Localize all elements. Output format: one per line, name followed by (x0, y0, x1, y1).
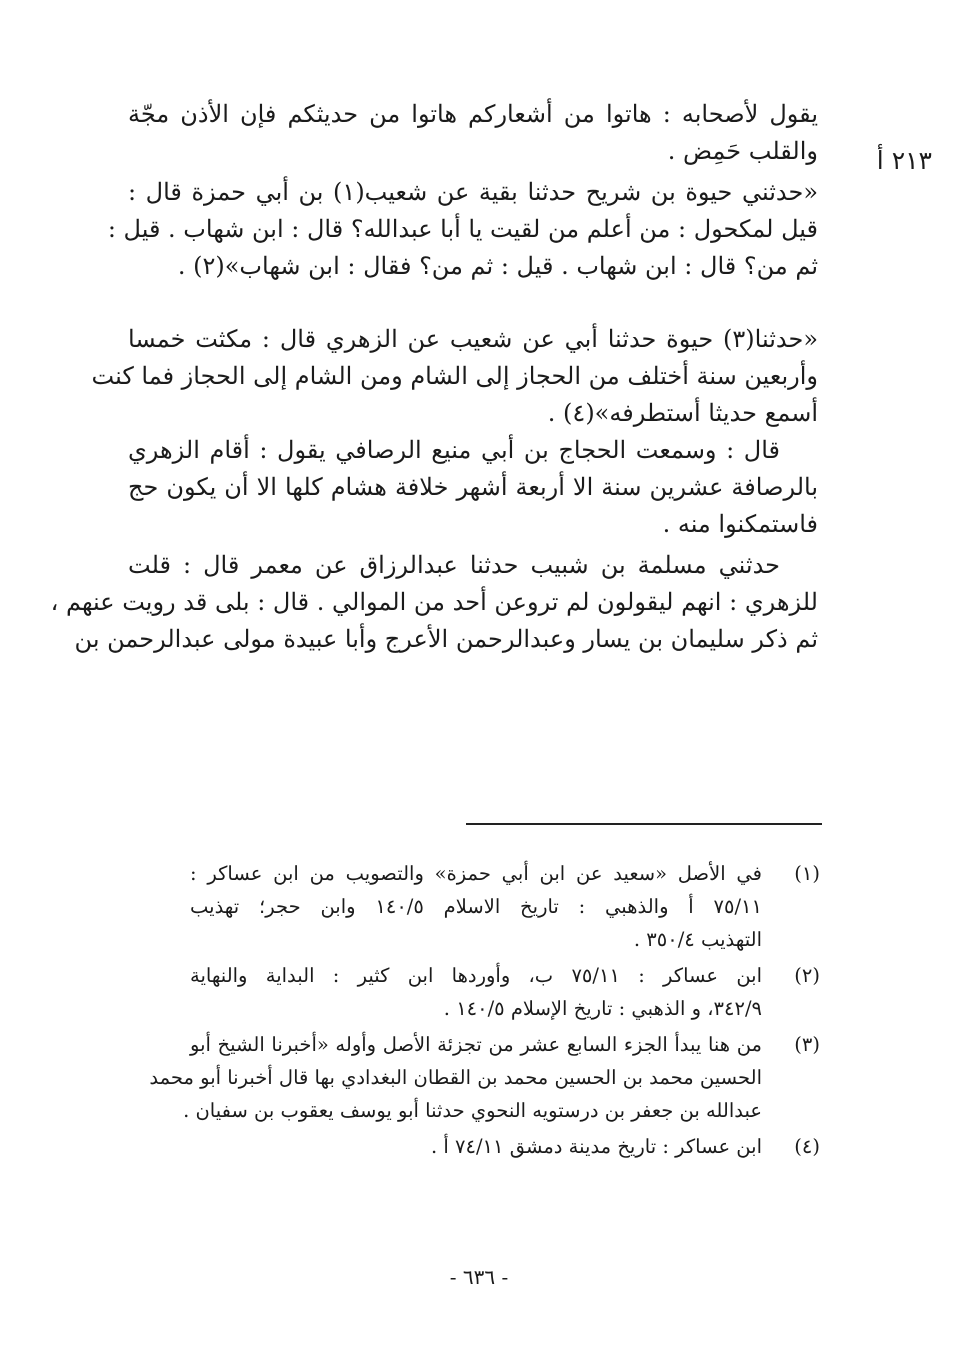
text-line: قيل لمكحول : من أعلم من لقيت يا أبا عبدالله؟ قال : ابن شهاب . قيل : (107, 215, 818, 243)
text-line: بالرصافة عشرين سنة الا أربعة أشهر خلافة هشام كلها الا أن يكون حج (128, 473, 818, 501)
paragraph-4 (128, 432, 818, 543)
text-line: وأربعين سنة أختلف من الحجاز إلى الشام ومن الشام إلى الحجاز فما كنت (91, 362, 818, 390)
footnote-number: (٣) (794, 1033, 820, 1056)
footnotes (149, 857, 820, 1166)
footnote-1 (190, 857, 820, 956)
footnote-line: ابن عساكر : ٧٥/١١ ب، وأوردها ابن كثير : البداية والنهاية (190, 964, 763, 987)
footnote-number: (٤) (794, 1135, 820, 1158)
text-line: والقلب حَمِض . (667, 137, 818, 165)
text-line: «حدثنا(٣) حيوة حدثنا أبي عن شعيب عن الزهري قال : مكثت خمسا (128, 325, 818, 353)
footnote-line: في الأصل «سعيد عن ابن أبي حمزة» والتصويب من ابن عساكر : (190, 862, 762, 885)
footnote-line: عبدالله بن جعفر بن درستويه النحوي حدثنا أبو يوسف يعقوب بن سفيان . (183, 1099, 762, 1122)
footnote-number: (٢) (794, 964, 820, 987)
footnote-line: الحسين محمد بن الحسين محمد بن القطان البغدادي بها قال أخبرنا أبو محمد (149, 1066, 762, 1089)
text-line: حدثني مسلمة بن شبيب حدثنا عبدالرزاق عن معمر قال : قلت (128, 551, 780, 579)
footnote-3 (149, 1028, 820, 1127)
footnote-line: ابن عساكر : تاريخ مدينة دمشق ٧٤/١١ أ . (431, 1135, 762, 1158)
paragraph-2 (107, 174, 818, 285)
footnote-line: التهذيب ٣٥٠/٤ . (633, 928, 762, 951)
footnote-number: (١) (794, 862, 820, 885)
text-line: ثم ذكر سليمان بن يسار وعبدالرحمن الأعرج وأبا عبيدة مولى عبدالرحمن بن (74, 625, 818, 653)
text-line: فاستمكنوا منه . (662, 510, 818, 538)
text-line: أسمع حديثا أستطرفه»(٤) . (547, 399, 818, 427)
footnote-line: ٧٥/١١ أ والذهبي : تاريخ الاسلام ١٤٠/٥ وابن حجر؛ تهذيب (190, 895, 762, 918)
paragraph-3 (91, 321, 818, 432)
paragraph-1 (128, 96, 818, 170)
footnote-line: من هنا يبدأ الجزء السابع عشر من تجزئة الأصل وأوله «أخبرنا الشيخ أبو (190, 1033, 762, 1056)
text-line: «حدثني حيوة بن شريح حدثنا بقية عن شعيب(١) بن أبي حمزة قال : (128, 178, 818, 206)
manuscript-folio-note: ٢١٣ أ (876, 146, 932, 175)
main-text (50, 96, 818, 658)
footnote-separator (466, 823, 822, 825)
text-line: قال : وسمعت الحجاج بن أبي منيع الرصافي يقول : أقام الزهري (128, 436, 780, 464)
page-number: - ٦٣٦ - (449, 1265, 509, 1289)
footnote-line: ٣٤٢/٩، و الذهبي : تاريخ الإسلام ١٤٠/٥ . (443, 997, 762, 1020)
text-line: يقول لأصحابه : هاتوا من أشعاركم هاتوا من حديثكم فإن الأذن مجّة (128, 100, 818, 128)
paragraph-5 (50, 547, 818, 658)
text-line: للزهري : انهم ليقولون لم تروعن أحد من الموالي . قال : بلى قد رويت عنهم ، (50, 588, 818, 616)
text-line: ثم من؟ قال : ابن شهاب . قيل : ثم من؟ فقال : ابن شهاب»(٢) . (177, 252, 818, 280)
footnote-2 (190, 959, 820, 1025)
footnote-4 (190, 1130, 820, 1163)
